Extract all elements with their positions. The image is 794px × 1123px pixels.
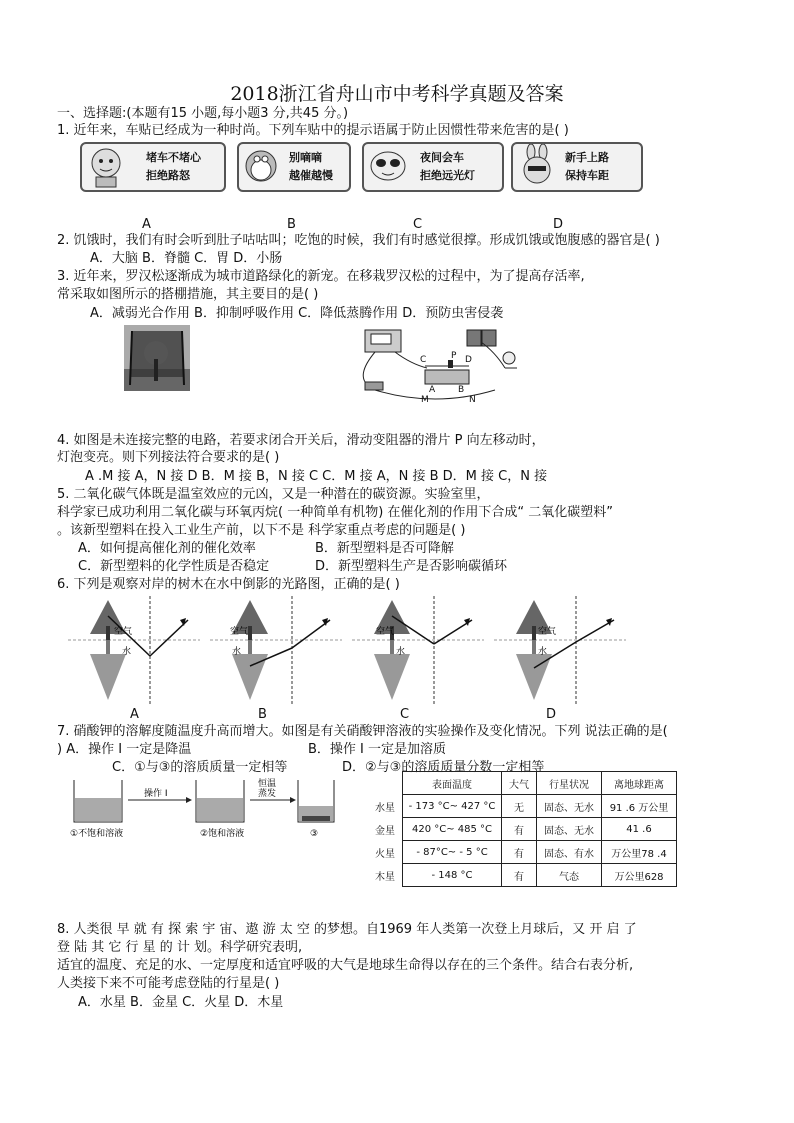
- table-cell: 41 .6: [602, 818, 677, 841]
- q4-stem-line1: 4. 如图是未连接完整的电路，若要求闭合开关后，滑动变阻器的滑片 P 向左移动时，: [57, 433, 545, 448]
- q8-stem-line2: 登 陆 其 它 行 星 的 计 划。科学研究表明,: [57, 940, 303, 955]
- q6-c-water: 水: [396, 647, 406, 657]
- q3-options: A．减弱光合作用 B．抑制呼吸作用 C．降低蒸腾作用 D．预防虫害侵袭: [90, 306, 504, 321]
- q1-label-a: A: [142, 217, 151, 232]
- sticker-a-line1: 堵车不堵心: [146, 151, 201, 164]
- q8-stem-line4: 人类接下来不可能考虑登陆的行星是( ): [57, 976, 280, 991]
- q6-d-air: 空气: [538, 627, 557, 637]
- table-cell: 无: [502, 795, 537, 818]
- q1-label-b: B: [287, 217, 296, 232]
- q7-beaker-diagram: [66, 770, 336, 840]
- planet-name: 木星: [375, 871, 395, 883]
- q7-op1: 操作 I: [144, 789, 168, 799]
- q8-options: A．水星 B．金星 C．火星 D．木星: [78, 995, 284, 1010]
- panda-icon: [368, 146, 408, 188]
- q6-stem: 6. 下列是观察对岸的树木在水中倒影的光路图，正确的是( ): [57, 577, 400, 592]
- q7-option-a: ) A．操作 I 一定是降温: [57, 742, 192, 757]
- q7-option-d: D．②与③的溶质质量分数一定相等: [342, 760, 545, 775]
- q2-options: A．大脑 B．脊髓 C．胃 D．小肠: [90, 251, 283, 266]
- circuit-label-b: B: [458, 385, 465, 395]
- q6-a-water: 水: [122, 647, 132, 657]
- circuit-label-c: C: [420, 355, 427, 365]
- q7-option-b: B．操作 I 一定是加溶质: [308, 742, 447, 757]
- page-title: 2018浙江省舟山市中考科学真题及答案: [230, 83, 564, 105]
- table-cell: 有: [502, 841, 537, 864]
- q5-stem-line1: 5. 二氧化碳气体既是温室效应的元凶，又是一种潜在的碳资源。实验室里，: [57, 487, 490, 502]
- sticker-b-line1: 别嘀嘀: [289, 151, 322, 164]
- q5-option-b: B．新型塑料是否可降解: [315, 541, 454, 556]
- sticker-b: [237, 142, 351, 192]
- q2-stem: 2. 饥饿时，我们有时会听到肚子咕咕叫；吃饱的时候，我们有时感觉很撑。形成饥饿或饱腹感的器官是( ): [57, 233, 660, 248]
- q1-label-c: C: [413, 217, 423, 232]
- table-header-row: [368, 772, 677, 795]
- q6-b-water: 水: [232, 647, 242, 657]
- q6-diagram-a: [68, 596, 200, 706]
- q5-stem-line2: 科学家已成功利用二氧化碳与环氧丙烷( 一种简单有机物) 在催化剂的作用下合成“ 二氧化碳塑料”: [57, 505, 614, 520]
- table-cell: 固态、无水: [537, 818, 602, 841]
- q6-label-c: C: [400, 707, 410, 722]
- q5-option-d: D．新型塑料生产是否影响碳循环: [315, 559, 508, 574]
- q6-c-air: 空气: [376, 627, 395, 637]
- q4-stem-line2: 灯泡变亮。则下列接法符合要求的是( ): [57, 450, 280, 465]
- q1-stem: 1. 近年来，车贴已经成为一种时尚。下列车贴中的提示语属于防止因惯性带来危害的是( ): [57, 123, 569, 138]
- sticker-d-line2: 保持车距: [565, 169, 609, 182]
- sticker-c: [362, 142, 504, 192]
- table-row: [368, 864, 677, 887]
- tree-shade-photo: [124, 325, 190, 391]
- q8-stem-line1: 8. 人类很 早 就 有 探 索 宇 宙、遨 游 太 空 的梦想。自1969 年人类第一次登上月球后，又 开 启 了: [57, 922, 637, 937]
- table-row: [368, 795, 677, 818]
- q5-option-c: C．新型塑料的化学性质是否稳定: [78, 559, 270, 574]
- table-cell: 气态: [537, 864, 602, 887]
- q7-op2-line1: 恒温: [258, 779, 277, 789]
- q6-d-water: 水: [538, 647, 548, 657]
- table-header: 表面温度: [403, 772, 502, 795]
- q4-options: A .M 接 A，N 接 D B．M 接 B，N 接 C C．M 接 A，N 接 B D．M 接 C，N 接: [85, 469, 548, 484]
- table-header: 大气: [502, 772, 537, 795]
- table-header: 行星状况: [537, 772, 602, 795]
- q8-stem-line3: 适宜的温度、充足的水、一定厚度和适宜呼吸的大气是地球生命得以存在的三个条件。结合右表分析,: [57, 958, 634, 973]
- table-row: [368, 818, 677, 841]
- table-cell: - 173 °C~ 427 °C: [403, 795, 502, 818]
- q6-label-d: D: [546, 707, 557, 722]
- sticker-d-line1: 新手上路: [565, 151, 609, 164]
- circuit-label-a: A: [429, 385, 436, 395]
- cartoon-cat-icon: [86, 145, 126, 189]
- q6-b-air: 空气: [230, 627, 249, 637]
- sticker-c-line1: 夜间会车: [420, 151, 464, 164]
- q3-stem-line2: 常采取如图所示的搭棚措施，其主要目的是( ): [57, 287, 319, 302]
- q6-diagram-d: [494, 596, 626, 706]
- sticker-d: [511, 142, 643, 192]
- section-heading: 一、选择题:(本题有15 小题,每小题3 分,共45 分。): [57, 106, 349, 121]
- sticker-b-line2: 越催越慢: [289, 169, 333, 182]
- circuit-label-d: D: [465, 355, 472, 365]
- q7-beaker2-label: ②饱和溶液: [200, 829, 245, 839]
- q6-diagram-c: [352, 596, 484, 706]
- planet-name: 火星: [375, 848, 395, 860]
- circuit-label-m: M: [421, 395, 429, 405]
- circuit-label-p: P: [451, 351, 457, 361]
- table-cell: - 87°C~ - 5 °C: [403, 841, 502, 864]
- table-cell: 有: [502, 818, 537, 841]
- circuit-label-n: N: [469, 395, 476, 405]
- planet-name: 水星: [375, 802, 395, 814]
- sticker-a-line2: 拒绝路怒: [146, 169, 190, 182]
- q1-label-d: D: [553, 217, 564, 232]
- table-cell: 万公里78 .4: [602, 841, 677, 864]
- q7-op2-line2: 蒸发: [258, 789, 277, 799]
- q6-a-air: 空气: [114, 627, 133, 637]
- table-cell: 固态、有水: [537, 841, 602, 864]
- table-cell: 固态、无水: [537, 795, 602, 818]
- table-cell: 有: [502, 864, 537, 887]
- table-cell: - 148 °C: [403, 864, 502, 887]
- q7-beaker1-label: ①不饱和溶液: [70, 829, 124, 839]
- circuit-diagram: [345, 328, 525, 408]
- q5-stem-line3: 。该新型塑料在投入工业生产前，以下不是 科学家重点考虑的问题是( ): [57, 523, 466, 538]
- table-cell: 91 .6 万公里: [602, 795, 677, 818]
- planet-table: [368, 771, 677, 887]
- q7-stem-line1: 7. 硝酸钾的溶解度随温度升高而增大。如图是有关硝酸钾溶液的实验操作及变化情况。下列 说法正确的是(: [57, 724, 668, 739]
- q3-stem-line1: 3. 近年来，罗汉松逐渐成为城市道路绿化的新宠。在移栽罗汉松的过程中，为了提高存活率,: [57, 269, 585, 284]
- table-header: 离地球距离: [602, 772, 677, 795]
- q6-diagram-b: [210, 596, 342, 706]
- q6-label-a: A: [130, 707, 139, 722]
- table-cell: 万公里628: [602, 864, 677, 887]
- table-cell: 420 °C~ 485 °C: [403, 818, 502, 841]
- doraemon-icon: [243, 146, 279, 188]
- q6-label-b: B: [258, 707, 267, 722]
- sticker-a: [80, 142, 226, 192]
- sticker-c-line2: 拒绝远光灯: [420, 169, 475, 182]
- rabbit-icon: [517, 144, 557, 188]
- q5-option-a: A．如何提高催化剂的催化效率: [78, 541, 256, 556]
- table-row: [368, 841, 677, 864]
- planet-name: 金星: [375, 825, 395, 837]
- q7-beaker3-label: ③: [310, 829, 319, 839]
- q7-option-c: C．①与③的溶质质量一定相等: [112, 760, 288, 775]
